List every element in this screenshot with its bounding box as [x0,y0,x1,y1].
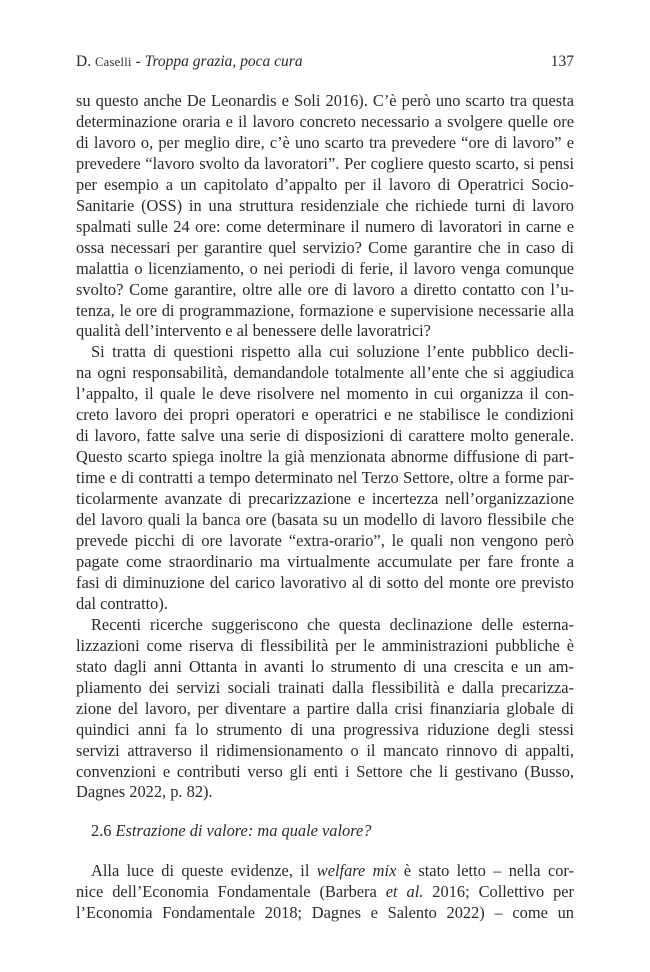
text-run: Alla luce di queste evidenze, il [91,861,317,881]
text-line: di lavoro, fatte salve una serie di disposizioni di carattere molto generale. [76,426,574,446]
paragraph-1 [76,91,574,342]
text-line: per esempio a un capitolato d’appalto per il lavoro di Operatrici Socio- [76,174,574,194]
text-line: tenza, le ore di programmazione, formazione e supervisione necessarie alla [76,300,574,320]
text-line: Dagnes 2022, p. 82). [76,782,213,802]
text-line: ossa necessari per garantire quel servizio? Come garantire che in caso di [76,237,574,257]
text-line: l’appalto, il quale le deve risolvere nel momento in cui organizza il con- [76,384,574,404]
text-line: dal contratto). [76,593,168,613]
section-title: Estrazione di valore: ma quale valore? [115,821,372,841]
running-head-author-title [76,52,303,72]
text-run: è stato letto – nella cor- [396,861,575,881]
text-line: ticolarmente avanzate di precarizzazione e incertezza nell’organizzazione [76,489,574,509]
text-line: del lavoro quali la banca ore (basata su un modello di lavoro flessibile che [76,510,574,530]
text-line: prevedere “lavoro svolto da lavoratori”. Per cogliere questo scarto, si pensi [76,153,574,173]
text-line: prevede picchi di ore lavorate “extra-orario”, le quali non vengono però [76,531,574,551]
text-line: fasi di diminuzione del carico lavorativo al di sotto del monte ore previsto [76,572,574,592]
text-line [76,861,574,882]
text-line: Questo scarto spiega inoltre la già menzionata abnorme diffusione di part- [76,447,574,467]
page-number: 137 [550,53,574,70]
text-line: zione del lavoro, per diventare a partire dalla crisi finanziaria globale di [76,698,574,718]
text-line: malattia o licenziamento, o nei periodi di ferie, il lavoro venga comunque [76,258,574,278]
text-line: qualità dell’intervento e al benessere delle lavoratrici? [76,321,431,341]
running-head-separator: - [131,53,145,70]
text-line [76,882,574,903]
section-heading [91,821,574,842]
text-line: di lavoro o, per meglio dire, c’è uno scarto tra prevedere “ore di lavoro” e [76,132,574,152]
text-line: spalmati sulle 24 ore: come determinare il numero di lavoratori in carne e [76,216,574,236]
author-initial: D. [76,53,92,70]
text-line: quindici anni fa lo strumento di una progressiva riduzione degli stessi [76,719,574,739]
text-line: pagate come straordinario ma virtualmente accumulate per fare fronte a [76,551,574,571]
text-line: determinazione oraria e il lavoro concreto necessario a svolgere quelle ore [76,111,574,131]
text-line: Si tratta di questioni rispetto alla cui soluzione l’ente pubblico decli- [91,342,574,362]
text-line: time e di contratti a tempo determinato nel Terzo Settore, oltre a forme par- [76,468,574,488]
text-line: Recenti ricerche suggeriscono che questa declinazione delle esterna- [91,614,574,634]
text-line: lizzazioni come riserva di flessibilità per le amministrazioni pubbliche è [76,635,574,655]
text-line: Sanitarie (OSS) in una struttura residenziale che richiede turni di lavoro [76,195,574,215]
text-line: pliamento dei servizi sociali trainati dalla flessibilità e dalla precarizza- [76,677,574,697]
text-line: servizi attraverso il ridimensionamento o il mancato rinnovo di appalti, [76,740,574,760]
text-line: svolto? Come garantire, oltre alle ore di lavoro a diretto contatto con l’u- [76,279,574,299]
italic-term: et al. [385,882,424,902]
paragraph-2 [76,342,574,614]
italic-term: welfare mix [316,861,397,881]
text-line: convenzioni e contributi verso gli enti i Settore che li gestivano (Busso, [76,761,574,781]
paragraph-3 [76,615,574,804]
paragraph-4 [76,861,574,924]
body-text [76,91,574,924]
text-run: 2016; Collettivo per [423,882,575,902]
author-surname: Caselli [94,55,132,69]
section-number: 2.6 [91,821,112,841]
text-line: l’Economia Fondamentale 2018; Dagnes e Salento 2022) – come un [76,903,574,923]
text-line: na ogni responsabilità, demandandole totalmente all’ente che si aggiudica [76,363,574,383]
text-line: stato dagli anni Ottanta in avanti lo strumento di una crescita e un am- [76,656,574,676]
running-head-title: Troppa grazia, poca cura [144,53,303,70]
text-run: nice dell’Economia Fondamentale (Barbera [76,882,386,902]
running-head [76,52,574,72]
text-line: su questo anche De Leonardis e Soli 2016). C’è però uno scarto tra questa [76,91,574,110]
text-line: creto lavoro dei propri operatori e operatrici e ne stabilisce le condizioni [76,405,574,425]
